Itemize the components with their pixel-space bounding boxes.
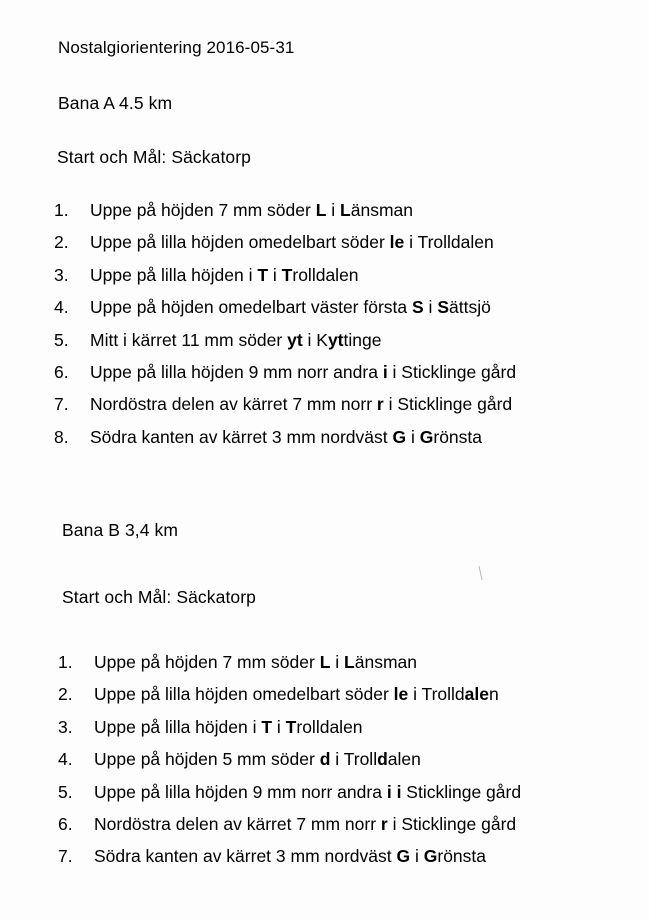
description-text: Uppe på höjden 7 mm söder — [94, 652, 320, 672]
description-text: Södra kanten av kärret 3 mm nordväst — [94, 846, 397, 867]
description-text: i — [406, 426, 420, 447]
description-text: i — [272, 716, 286, 737]
highlighted-letters: yt — [287, 329, 303, 350]
highlighted-letters: i — [396, 781, 402, 802]
description-text: i Sticklinge gård — [387, 361, 517, 382]
control-item — [54, 296, 516, 328]
description-text: i — [330, 652, 345, 672]
control-item — [54, 231, 516, 263]
highlighted-letters: T — [257, 264, 269, 285]
description-text: i Troll — [330, 749, 378, 770]
course-b-heading: Bana B 3,4 km — [62, 520, 179, 540]
control-item — [58, 813, 521, 845]
control-number: 5. — [54, 329, 69, 350]
control-number: 2. — [58, 684, 73, 705]
control-item — [54, 393, 516, 425]
control-description — [94, 814, 516, 834]
description-text: tinge — [343, 329, 382, 350]
description-text: Södra kanten av kärret 3 mm nordväst — [90, 426, 393, 447]
control-item — [58, 716, 521, 748]
description-text: Nordöstra delen av kärret 7 mm norr — [94, 813, 381, 834]
description-text: Uppe på höjden omedelbart väster första — [90, 297, 412, 318]
control-item — [54, 329, 516, 361]
control-description — [90, 265, 359, 285]
control-item — [58, 651, 521, 683]
description-text: alen — [387, 749, 421, 770]
control-number: 1. — [54, 200, 69, 220]
control-description — [94, 846, 486, 866]
highlighted-letters: T — [285, 716, 297, 737]
highlighted-letters: L — [319, 652, 331, 672]
description-text: Uppe på höjden 7 mm söder — [90, 200, 316, 220]
highlighted-letters: L — [340, 200, 351, 220]
description-text: i Trolld — [408, 684, 465, 705]
description-text: änsman — [354, 652, 417, 672]
highlighted-letters: G — [396, 846, 411, 867]
highlighted-letters: d — [319, 749, 331, 770]
control-description — [90, 427, 482, 447]
description-text: rolldalen — [292, 264, 359, 285]
description-text: rönsta — [437, 846, 487, 867]
highlighted-letters: r — [380, 813, 388, 834]
control-description — [90, 200, 413, 220]
description-text: i — [268, 264, 282, 285]
control-description — [90, 232, 494, 252]
description-text: Sticklinge gård — [401, 781, 522, 802]
course-a-heading: Bana A 4.5 km — [58, 93, 173, 113]
description-text: Mitt i kärret 11 mm söder — [90, 329, 288, 350]
description-text: rönsta — [433, 426, 483, 447]
control-description — [90, 297, 491, 317]
control-item — [54, 264, 516, 296]
description-text: i Trolldalen — [404, 232, 494, 253]
control-item — [54, 426, 516, 458]
highlighted-letters: G — [392, 426, 407, 447]
highlighted-letters: G — [423, 846, 438, 867]
highlighted-letters: yt — [327, 329, 344, 350]
highlighted-letters: T — [261, 716, 273, 737]
description-text: i — [423, 297, 438, 318]
description-text: Nordöstra delen av kärret 7 mm norr — [90, 394, 377, 415]
description-text: i — [410, 846, 424, 867]
description-text: i K — [302, 329, 328, 350]
description-text: Uppe på lilla höjden 9 mm norr andra — [94, 781, 387, 802]
control-number: 3. — [54, 264, 69, 285]
control-item — [58, 683, 521, 715]
control-number: 6. — [58, 813, 73, 834]
description-text: i Sticklinge gård — [383, 394, 513, 415]
control-description — [94, 717, 363, 737]
description-text: i Sticklinge gård — [387, 813, 517, 834]
highlighted-letters: L — [315, 200, 327, 220]
control-item — [54, 361, 516, 393]
control-item — [58, 845, 521, 877]
description-text: Uppe på lilla höjden i — [94, 716, 262, 737]
scan-mark — [479, 566, 483, 580]
control-description — [94, 652, 417, 672]
course-b-control-list — [58, 651, 521, 878]
description-text: änsman — [350, 200, 413, 220]
highlighted-letters: d — [377, 749, 388, 770]
control-item — [58, 748, 521, 780]
course-b-start-finish: Start och Mål: Säckatorp — [62, 587, 257, 607]
control-number: 8. — [54, 426, 69, 447]
control-description — [94, 684, 499, 704]
control-number: 2. — [54, 232, 69, 253]
document-title: Nostalgiorientering 2016-05-31 — [58, 38, 295, 57]
highlighted-letters: le — [393, 684, 409, 705]
highlighted-letters: S — [437, 297, 449, 318]
description-text: i — [326, 200, 341, 220]
control-number: 4. — [54, 297, 69, 318]
highlighted-letters: L — [344, 652, 355, 672]
control-item — [54, 199, 516, 231]
control-description — [90, 362, 516, 382]
control-description — [94, 749, 421, 769]
control-number: 5. — [58, 781, 73, 802]
highlighted-letters: r — [376, 394, 384, 415]
control-description — [94, 782, 521, 802]
highlighted-letters: S — [412, 297, 424, 318]
highlighted-letters: T — [281, 264, 293, 285]
highlighted-letters: G — [419, 426, 434, 447]
highlighted-letters: i — [382, 361, 388, 382]
control-description — [90, 394, 512, 414]
highlighted-letters: le — [389, 232, 405, 253]
highlighted-letters: i — [386, 781, 392, 802]
description-text: Uppe på lilla höjden 9 mm norr andra — [90, 361, 383, 382]
highlighted-letters: ale — [464, 684, 489, 705]
description-text: rolldalen — [296, 716, 363, 737]
control-item — [58, 781, 521, 813]
description-text: Uppe på lilla höjden omedelbart söder — [90, 232, 390, 253]
description-text: Uppe på höjden 5 mm söder — [94, 749, 320, 770]
course-a-control-list — [54, 199, 516, 458]
description-text: Uppe på lilla höjden omedelbart söder — [94, 684, 394, 705]
control-number: 3. — [58, 716, 73, 737]
description-text: n — [488, 684, 499, 705]
control-number: 7. — [54, 394, 69, 415]
control-number: 7. — [58, 846, 73, 867]
course-a-start-finish: Start och Mål: Säckatorp — [57, 147, 252, 167]
description-text: ättsjö — [449, 297, 491, 318]
control-description — [90, 330, 381, 350]
control-number: 4. — [58, 749, 73, 770]
control-number: 6. — [54, 361, 69, 382]
description-text: Uppe på lilla höjden i — [90, 264, 258, 285]
control-number: 1. — [58, 652, 73, 672]
